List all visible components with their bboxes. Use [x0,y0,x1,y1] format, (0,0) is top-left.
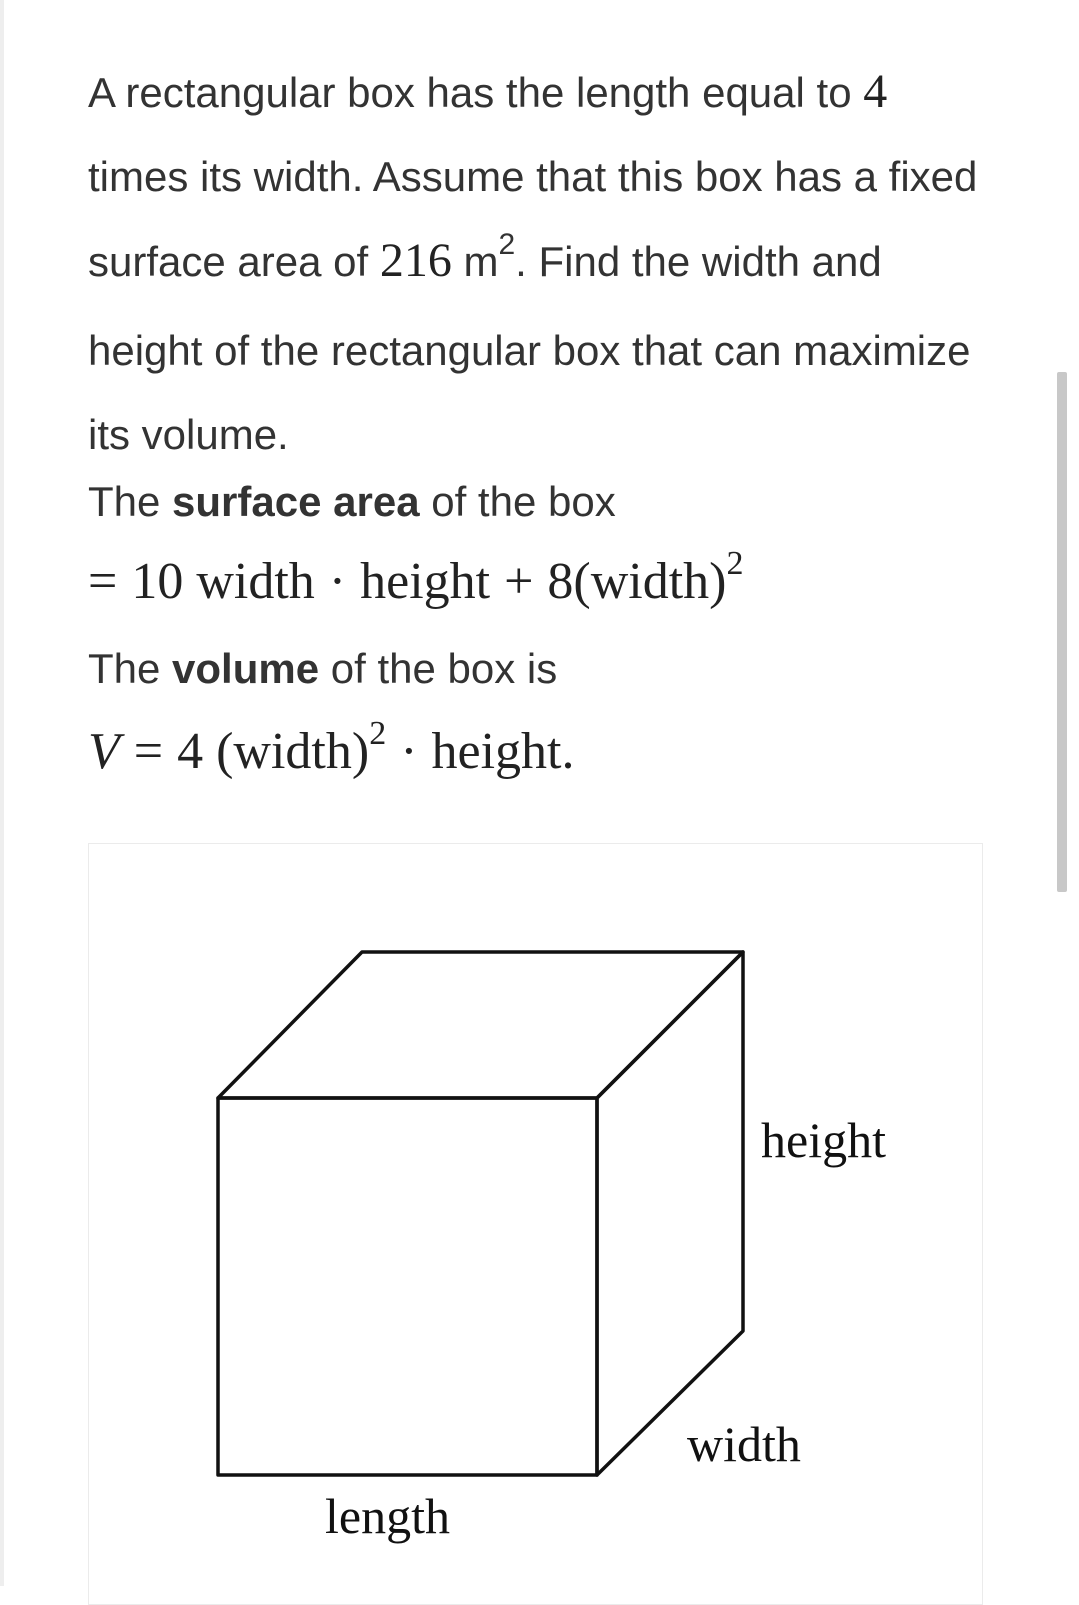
surface-area-value: 216 [379,234,452,287]
surface-area-heading [88,478,616,526]
formula-coef: 10 [131,553,184,610]
volume-height-term: height. [431,723,575,780]
box-side-face [597,952,743,1475]
label-height: height [761,1112,886,1168]
equals-sign: = [88,553,118,610]
volume-dot: · [400,723,418,780]
volume-formula [88,715,575,781]
scrollbar[interactable] [1057,372,1067,892]
problem-statement [88,50,988,477]
formula-dot: · [328,553,347,610]
problem-text-2: times its width. Assume that this box has a fixed surface area of [88,153,978,285]
box-diagram [88,843,983,1605]
label-width: width [687,1416,801,1472]
volume-heading [88,645,557,693]
volume-prefix: The [88,645,173,692]
unit-label: m [451,238,499,285]
left-edge [0,0,4,1586]
volume-variable: V [88,723,120,780]
problem-text-1: A rectangular box has the length equal to [88,69,864,116]
formula-width: width [196,553,315,610]
unit-exponent: 2 [498,228,516,261]
number-four: 4 [863,65,888,118]
volume-exponent: 2 [369,715,387,752]
box-top-face [218,952,743,1098]
formula-height: height [360,553,491,610]
volume-equals: = [133,723,164,780]
volume-width-term: 4 (width) [177,723,370,780]
surface-area-bold: surface area [172,478,420,525]
surface-prefix: The [88,478,173,525]
problem-text-3: . Find the width and height of the rectangular box that can maximize its volume. [88,238,971,458]
surface-area-formula [88,545,744,611]
volume-suffix: of the box is [319,645,558,692]
formula-plus: + [504,553,534,610]
formula-exponent: 2 [726,545,744,582]
box-front-face [218,1098,597,1475]
volume-bold: volume [172,645,320,692]
surface-suffix: of the box [419,478,616,525]
box-diagram-svg [89,844,982,1587]
label-length: length [325,1488,450,1544]
formula-width-squared: 8(width) [547,553,727,610]
